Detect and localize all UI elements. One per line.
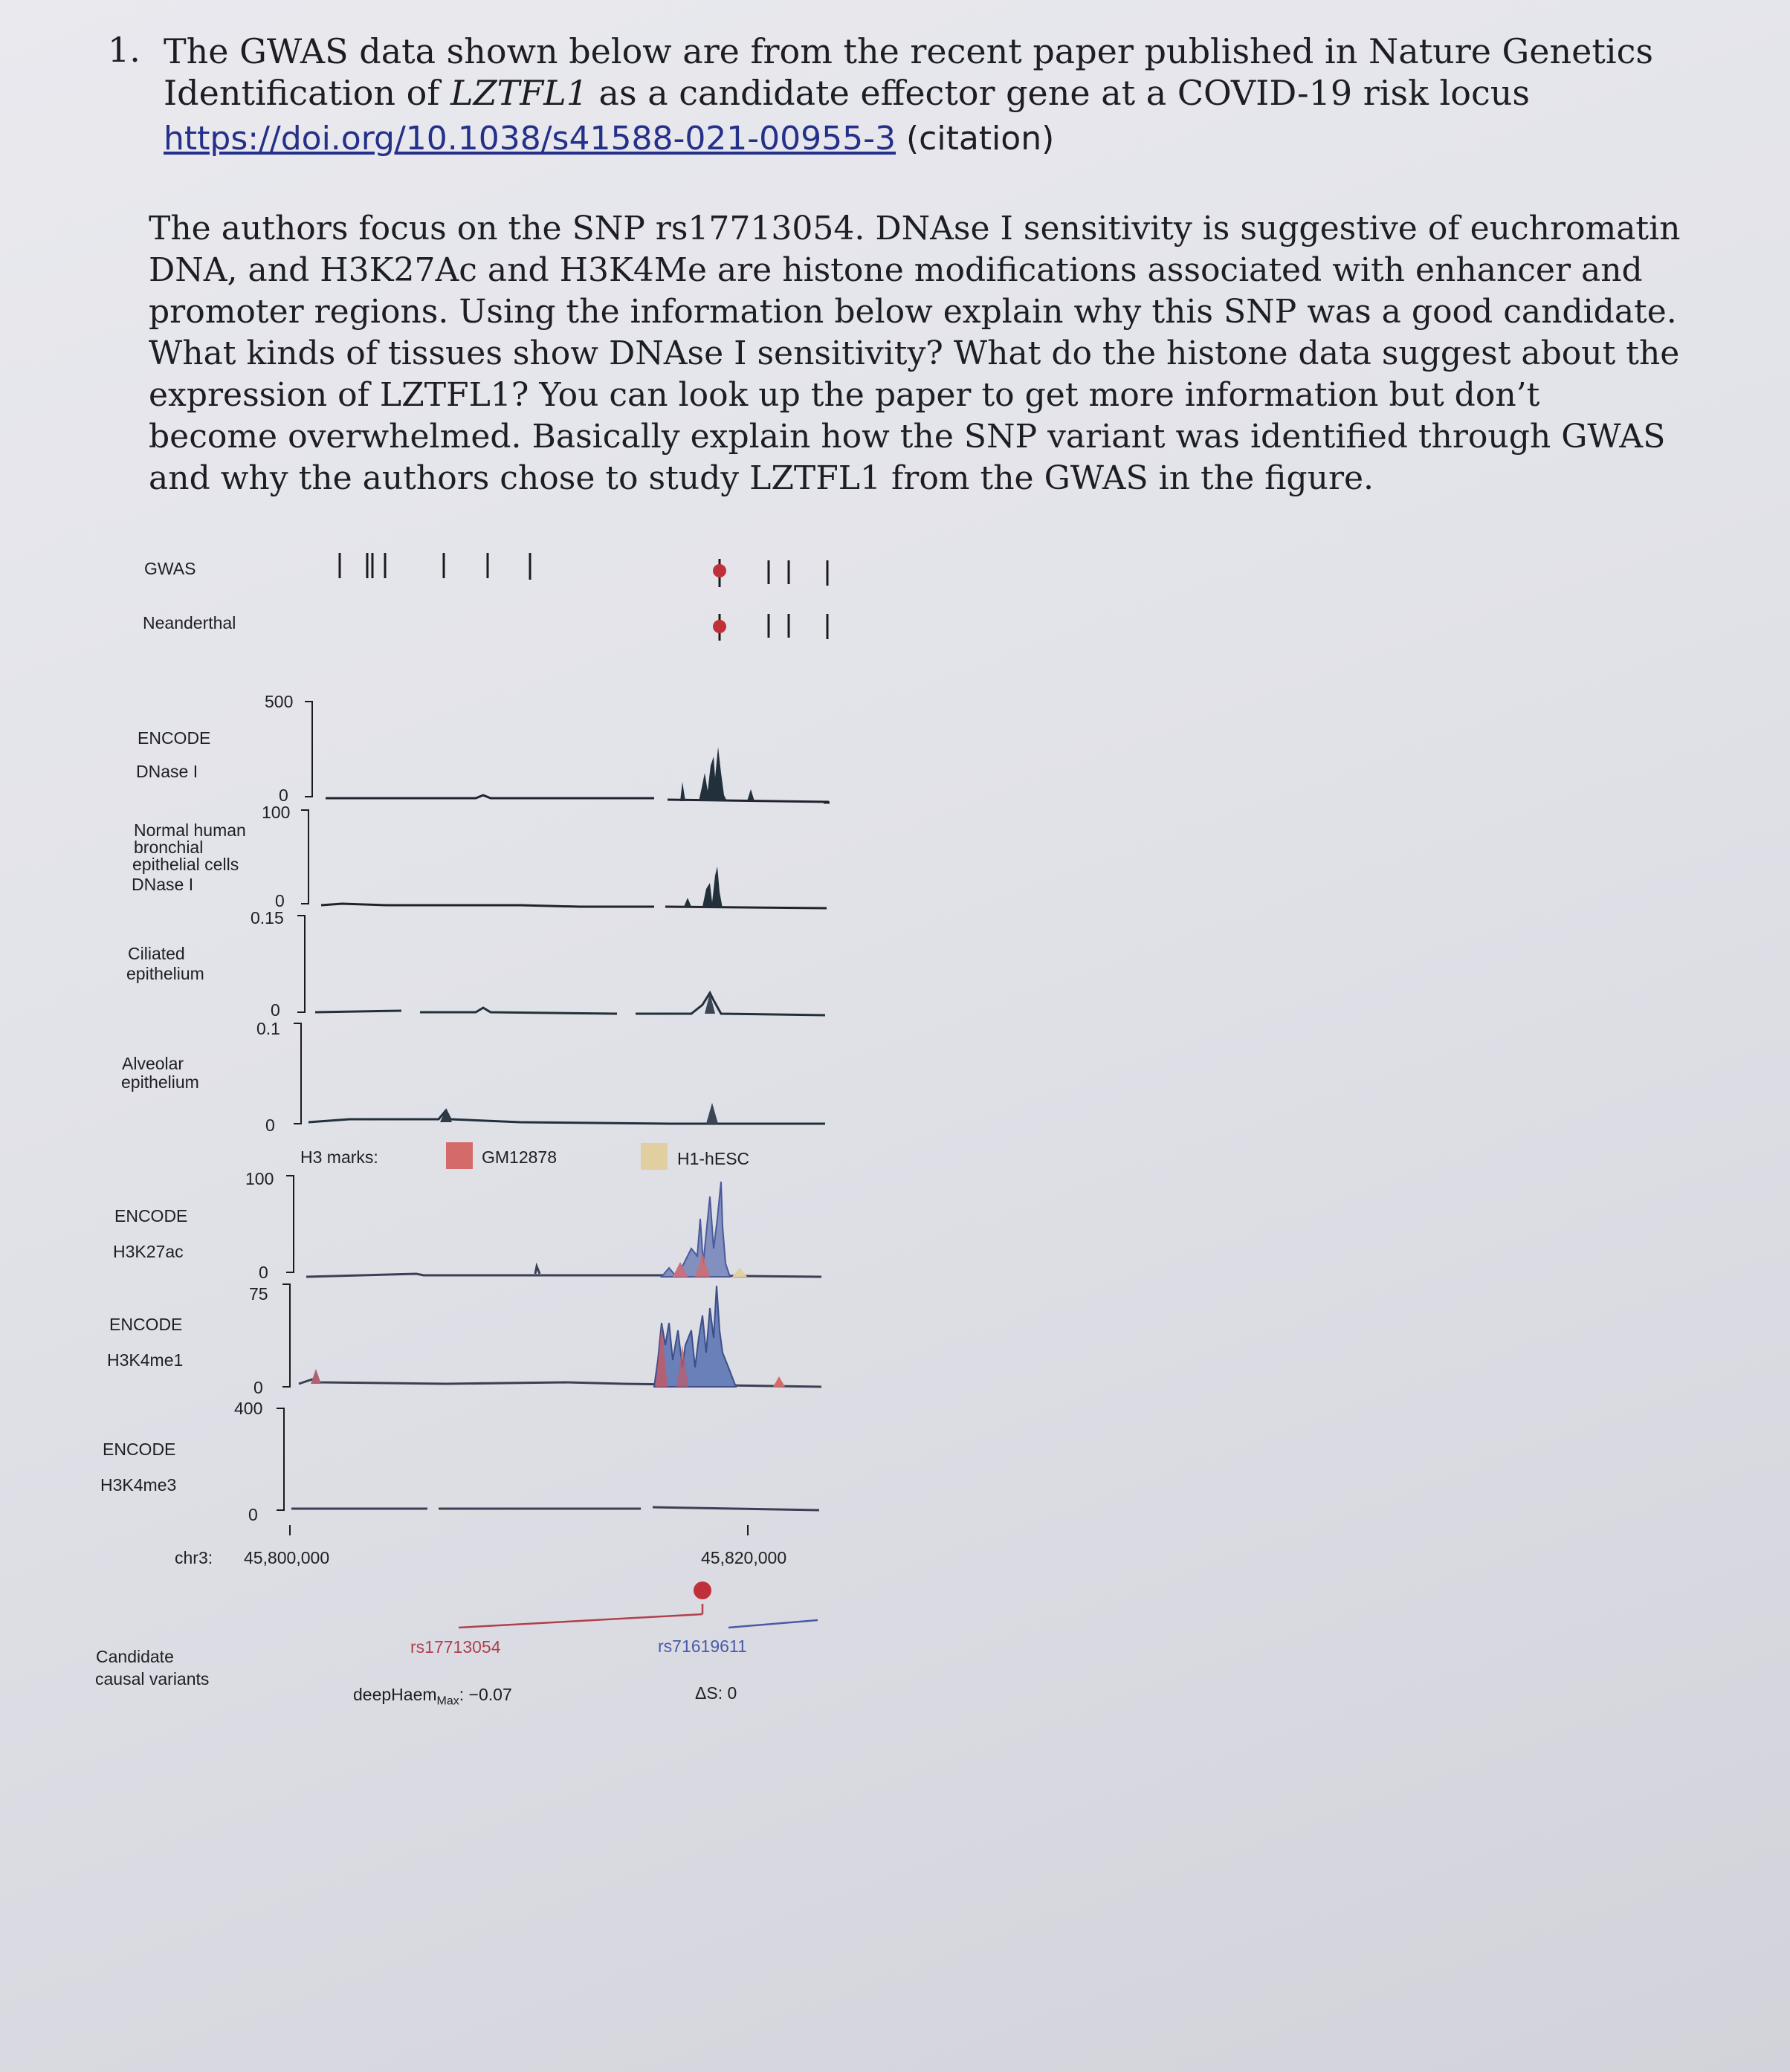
ciliated-ymin: 0: [271, 1000, 280, 1020]
deephaem-subscript: Max: [436, 1694, 459, 1708]
candidate-label-2: causal variants: [95, 1669, 210, 1689]
paragraph-line: and why the authors chose to study LZTFL1 from the GWAS in the figure.: [149, 459, 1374, 497]
ciliated-label-2: epithelium: [126, 964, 204, 983]
ciliated-ymax: 0.15: [251, 908, 284, 927]
paragraph-line: What kinds of tissues show DNAse I sensitivity? What do the histone data suggest about the: [149, 334, 1680, 372]
encode-h3k4me3-label: ENCODE: [103, 1440, 176, 1459]
citation-label: (citation): [896, 120, 1055, 158]
x-axis-ticks: [290, 1525, 748, 1535]
y-axes: [277, 702, 312, 1510]
h3k4me3-ymin: 0: [248, 1505, 258, 1524]
h3k27ac-ymin: 0: [259, 1263, 268, 1282]
paragraph-line: The authors focus on the SNP rs17713054. DNAse I sensitivity is suggestive of euchromatin: [149, 210, 1681, 247]
legend-h1hesc: H1-hESC: [677, 1149, 750, 1168]
gwas-lead-snp-marker: [713, 559, 726, 587]
alveolar-ymax: 0.1: [256, 1019, 280, 1038]
variant-rs71619611: rs71619611: [658, 1636, 747, 1656]
alveolar-track: [308, 1103, 825, 1124]
nhbe-label-2: bronchial: [134, 838, 204, 857]
gwas-ticks: [340, 553, 827, 586]
dnase-ymin: 0: [279, 786, 288, 805]
neanderthal-ticks: [769, 614, 827, 639]
legend-title: H3 marks:: [300, 1147, 378, 1167]
chrom-label: chr3:: [175, 1548, 213, 1567]
gene-name: LZTFL1: [450, 73, 588, 113]
alveolar-label-2: epithelium: [121, 1072, 199, 1092]
x-tick-label-1: 45,800,000: [244, 1548, 330, 1567]
alveolar-ymin: 0: [265, 1116, 275, 1135]
h3k4me1-ymax: 75: [249, 1284, 268, 1304]
question-line-2-prefix: Identification of: [164, 73, 451, 113]
question-line-2-suffix: as a candidate effector gene at a COVID-19 risk locus: [587, 73, 1530, 113]
gwas-track-label: GWAS: [144, 559, 196, 578]
candidate-variants: [459, 1581, 818, 1628]
nhbe-ymin: 0: [275, 891, 285, 910]
h3k27ac-track: [306, 1182, 821, 1277]
variant-rs17713054: rs17713054: [410, 1637, 501, 1657]
h3k4me3-ymax: 400: [234, 1399, 263, 1418]
doi-link[interactable]: https://doi.org/10.1038/s41588-021-00955-3: [164, 120, 896, 158]
nhbe-label-4: DNase I: [132, 875, 194, 894]
nhbe-dnase-track: [321, 867, 827, 908]
encode-h3k27ac-label: ENCODE: [114, 1206, 188, 1226]
alveolar-label-1: Alveolar: [122, 1054, 184, 1073]
encode-h3k4me1-label: ENCODE: [109, 1315, 183, 1334]
paragraph-line: promoter regions. Using the information below explain why this SNP was a good candidate.: [149, 293, 1677, 331]
h3k4me3-label: H3K4me3: [100, 1475, 177, 1495]
paragraph-line: DNA, and H3K27Ac and H3K4Me are histone modifications associated with enhancer and: [149, 251, 1643, 289]
ciliated-track: [315, 993, 825, 1015]
delta-s-score: ΔS: 0: [695, 1683, 737, 1703]
neanderthal-snp-marker: [713, 614, 726, 641]
h3k4me1-label: H3K4me1: [107, 1350, 184, 1370]
question-line-1: The GWAS data shown below are from the recent paper published in Nature Genetics: [164, 31, 1653, 71]
nhbe-label-1: Normal human: [134, 820, 246, 840]
question-number: 1.: [108, 30, 140, 70]
dnase-label: DNase I: [136, 762, 198, 781]
h3k27ac-ymax: 100: [245, 1169, 274, 1188]
h3k4me1-ymin: 0: [253, 1378, 263, 1397]
ciliated-label-1: Ciliated: [128, 944, 185, 963]
encode-dnase-label: ENCODE: [138, 728, 211, 748]
x-tick-label-2: 45,820,000: [701, 1548, 787, 1567]
deephaem-value: : −0.07: [459, 1685, 512, 1704]
paragraph-line: become overwhelmed. Basically explain how the SNP variant was identified through GWAS: [149, 418, 1666, 456]
candidate-label-1: Candidate: [96, 1647, 174, 1666]
paragraph-line: expression of LZTFL1? You can look up the paper to get more information but don’t: [149, 376, 1540, 414]
h3k4me3-track: [291, 1507, 819, 1510]
dnase-ymax: 500: [265, 692, 294, 711]
deephaem-label: deepHaem: [353, 1685, 437, 1704]
h3k4me1-track: [299, 1286, 821, 1387]
nhbe-ymax: 100: [262, 803, 291, 822]
legend-gm12878: GM12878: [482, 1147, 558, 1167]
h3k27ac-label: H3K27ac: [113, 1242, 184, 1261]
dnase-track: [326, 747, 830, 803]
neanderthal-track-label: Neanderthal: [143, 613, 236, 632]
nhbe-label-3: epithelial cells: [132, 855, 239, 874]
